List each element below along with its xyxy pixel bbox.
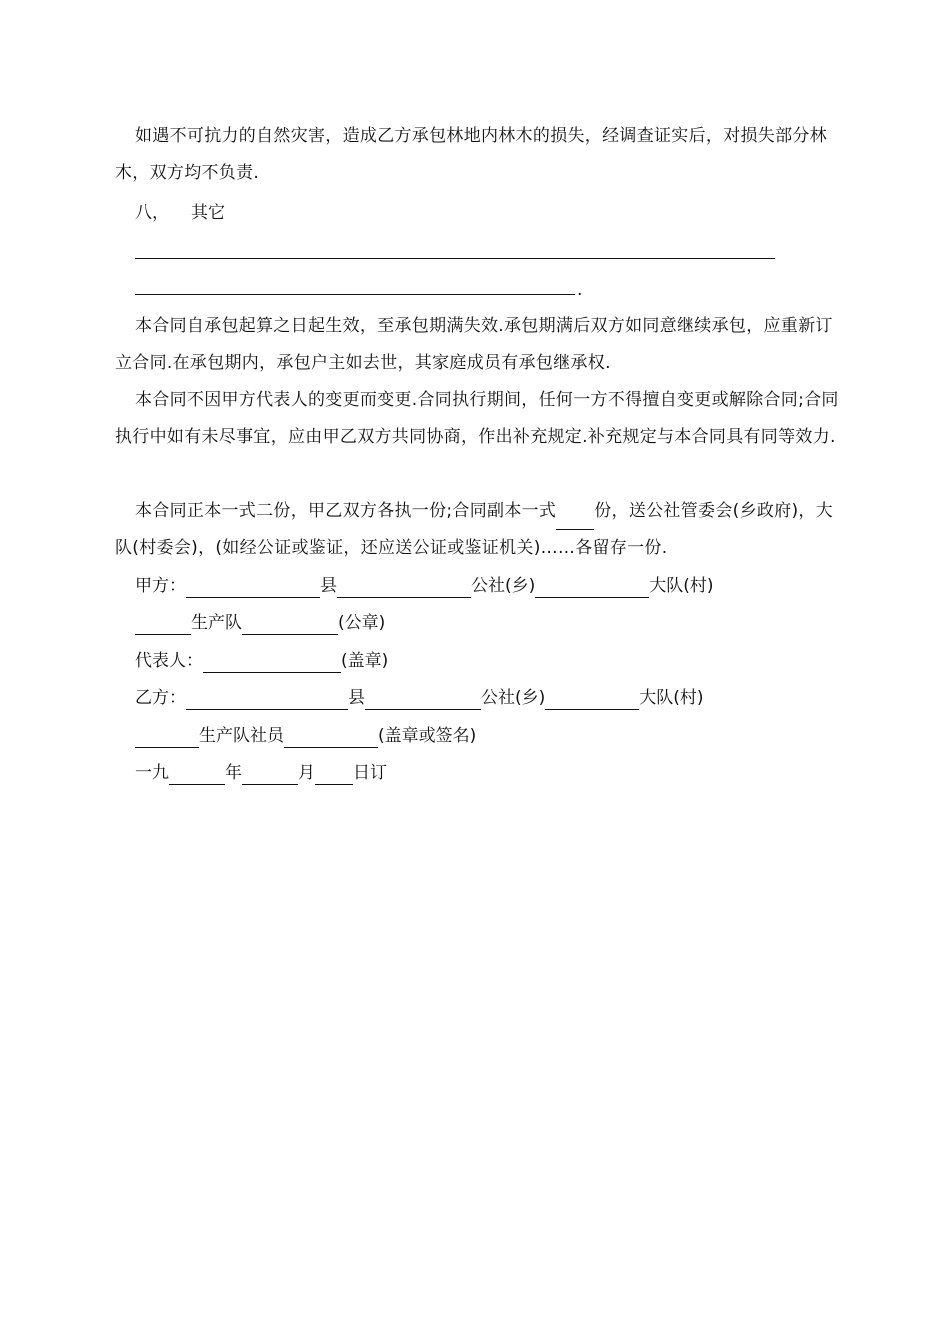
party-b-member-label: 生产队社员 xyxy=(199,726,284,746)
party-b-commune-label: 公社(乡) xyxy=(481,688,546,708)
blank-line-1 xyxy=(135,258,775,259)
party-b-line-2 xyxy=(135,724,476,748)
copies-text-b: 份，送公社管委会(乡 xyxy=(594,501,757,521)
party-b-seal-label: (盖章或签名) xyxy=(378,726,477,746)
representative-seal-label: (盖章) xyxy=(341,651,389,671)
party-a-team-blank xyxy=(135,616,191,635)
party-b-brigade-blank xyxy=(545,691,639,710)
blank-line-2 xyxy=(135,294,575,295)
party-a-line-1 xyxy=(135,574,714,598)
copies-text-a: 本合同正本一式二份，甲乙双方各执一份;合同副本一式 xyxy=(135,501,557,521)
date-line xyxy=(135,761,387,785)
party-a-county-blank xyxy=(186,579,320,598)
section-eight-number: 八， xyxy=(135,203,169,223)
copies-paragraph xyxy=(115,493,845,567)
party-a-line-2 xyxy=(135,611,385,635)
copies-count-blank xyxy=(556,511,594,530)
party-a-brigade-blank xyxy=(535,579,649,598)
representative-label: 代表人： xyxy=(135,651,203,671)
party-b-line-1 xyxy=(135,686,704,710)
representative-blank xyxy=(203,654,341,673)
party-b-county-label: 县 xyxy=(348,688,365,708)
party-b-label: 乙方： xyxy=(135,688,186,708)
date-prefix: 一九 xyxy=(135,763,169,783)
section-eight-title: 其它 xyxy=(191,203,225,223)
date-month-blank xyxy=(242,766,298,785)
party-b-county-blank xyxy=(186,691,348,710)
section-eight-heading xyxy=(135,201,225,225)
date-day-label: 日订 xyxy=(353,763,387,783)
party-a-team-label: 生产队 xyxy=(191,613,242,633)
party-a-county-label: 县 xyxy=(320,576,337,596)
party-a-seal-label: (公章) xyxy=(338,613,386,633)
party-a-seal-blank xyxy=(242,616,338,635)
representative-line xyxy=(135,649,388,673)
party-b-brigade-label: 大队(村) xyxy=(639,688,704,708)
party-b-seal-blank xyxy=(284,729,378,748)
date-day-blank xyxy=(315,766,353,785)
party-a-brigade-label: 大队(村) xyxy=(649,576,714,596)
blank-line-end-mark: . xyxy=(577,280,583,300)
force-majeure-paragraph: 如遇不可抗力的自然灾害，造成乙方承包林地内林木的损失，经调查证实后，对损失部分林木，双方均不负责. xyxy=(115,126,827,183)
date-year-label: 年 xyxy=(225,763,242,783)
validity-paragraph: 本合同自承包起算之日起生效，至承包期满失效.承包期满后双方如同意继续承包，应重新订立合同.在承包期内，承包户主如去世，其家庭成员有承包继承权. xyxy=(115,316,833,373)
copies-text-c: 政府)，大队(村委会)，(如经公证或鉴证，还应送公证或鉴证机关)……各留存一份. xyxy=(115,501,834,558)
party-a-commune-label: 公社(乡) xyxy=(471,576,536,596)
representative-paragraph: 本合同不因甲方代表人的变更而变更.合同执行期间，任何一方不得擅自变更或解除合同;合同执行中如有未尽事宜，应由甲乙双方共同协商，作出补充规定.补充规定与本合同具有同等效力. xyxy=(115,390,839,447)
date-year-blank xyxy=(169,766,225,785)
date-month-label: 月 xyxy=(298,763,315,783)
party-a-commune-blank xyxy=(337,579,471,598)
party-b-commune-blank xyxy=(365,691,481,710)
party-a-label: 甲方： xyxy=(135,576,186,596)
party-b-member-blank xyxy=(135,729,199,748)
